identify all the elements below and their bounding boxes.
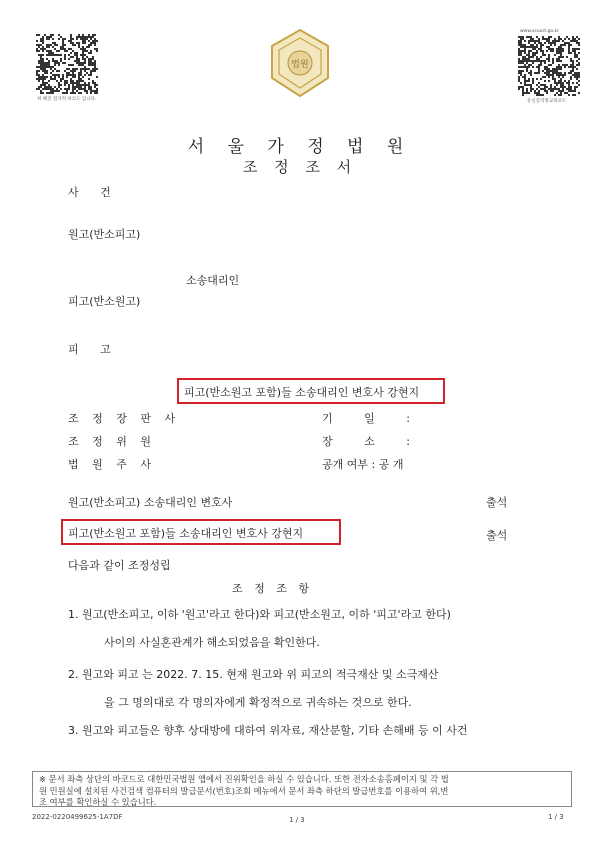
svg-text:법원: 법원 [291, 60, 309, 70]
section-title: 조 정 조 항 [232, 582, 313, 595]
qr-code-left [36, 34, 98, 94]
agent-label: 소송대리인 [186, 274, 240, 287]
highlight-agent-text: 피고(반소원고 포함)들 소송대리인 변호사 강현지 [184, 386, 420, 399]
clerk-label: 법 원 주 사 [68, 458, 156, 471]
item2-line1: 2. 원고와 피고 는 2022. 7. 15. 현재 원고와 위 피고의 적극재산 및 소극재산 [68, 668, 439, 681]
defendant-attendance-status: 출석 [486, 529, 508, 542]
court-seal-icon [266, 28, 334, 98]
judge-label: 조 정 장 판 사 [68, 412, 181, 425]
qr-code-right [518, 36, 580, 96]
plaintiff-label: 원고(반소피고) [68, 228, 141, 241]
highlight-box-attendance [61, 519, 341, 545]
item2-line2: 을 그 명의대로 각 명의자에게 확정적으로 귀속하는 것으로 한다. [104, 696, 412, 709]
issue-number: 2022-0220499625-1A7DF [32, 813, 123, 821]
notice-line2: 원 민원실에 설치된 사건검색 컴퓨터의 발급문서(번호)조회 메뉴에서 문서 좌측 하단의 발급번호를 이용하여 위,변 [39, 785, 449, 796]
page-number-right: 1 / 3 [548, 813, 564, 821]
public-label: 공개 여부 : 공 개 [322, 458, 404, 471]
case-label: 사 건 [68, 186, 120, 199]
plaintiff-attendance-status: 출석 [486, 496, 508, 509]
document-title: 조 정 조 서 [242, 158, 358, 176]
defendant2-label: 피 고 [68, 343, 120, 356]
item1-line1: 1. 원고(반소피고, 이하 '원고'라고 한다)와 피고(반소원고, 이하 '피고'라고 한다) [68, 608, 451, 621]
verification-notice [32, 771, 572, 807]
place-label: 장 소 : [322, 435, 424, 448]
intro-text: 다음과 같이 조정성립 [68, 559, 171, 572]
notice-line3: 조 여부를 확인하실 수 있습니다. [39, 797, 157, 807]
defendant-attendance: 피고(반소원고 포함)들 소송대리인 변호사 강현지 [68, 527, 304, 540]
item1-line2: 사이의 사실혼관계가 해소되었음을 확인한다. [104, 636, 320, 649]
item3-line1: 3. 원고와 피고들은 향후 상대방에 대하여 위자료, 재산분할, 기타 손해배 등 이 사건 [68, 724, 468, 737]
plaintiff-attendance: 원고(반소피고) 소송대리인 변호사 [68, 496, 233, 509]
qr-left-caption: 위 해진 점자적 바코드 입니다. [37, 97, 97, 102]
court-name: 서 울 가 정 법 원 [187, 137, 413, 157]
highlight-box-agent [177, 378, 445, 404]
date-label: 기 일 : [322, 412, 424, 425]
commissioner-label: 조 정 위 원 [68, 435, 156, 448]
qr-right-url: www.scourt.go.kr [520, 29, 559, 34]
page-number-center: 1 / 3 [289, 816, 305, 824]
qr-right-caption: 유신층격명교목코트 [527, 99, 567, 104]
notice-line1: ※ 문서 좌측 상단의 바코드로 대한민국법원 앱에서 진위확인을 하실 수 있습니다. 또한 전자소송홈페이지 및 각 법 [39, 774, 449, 784]
defendant-label: 피고(반소원고) [68, 295, 141, 308]
